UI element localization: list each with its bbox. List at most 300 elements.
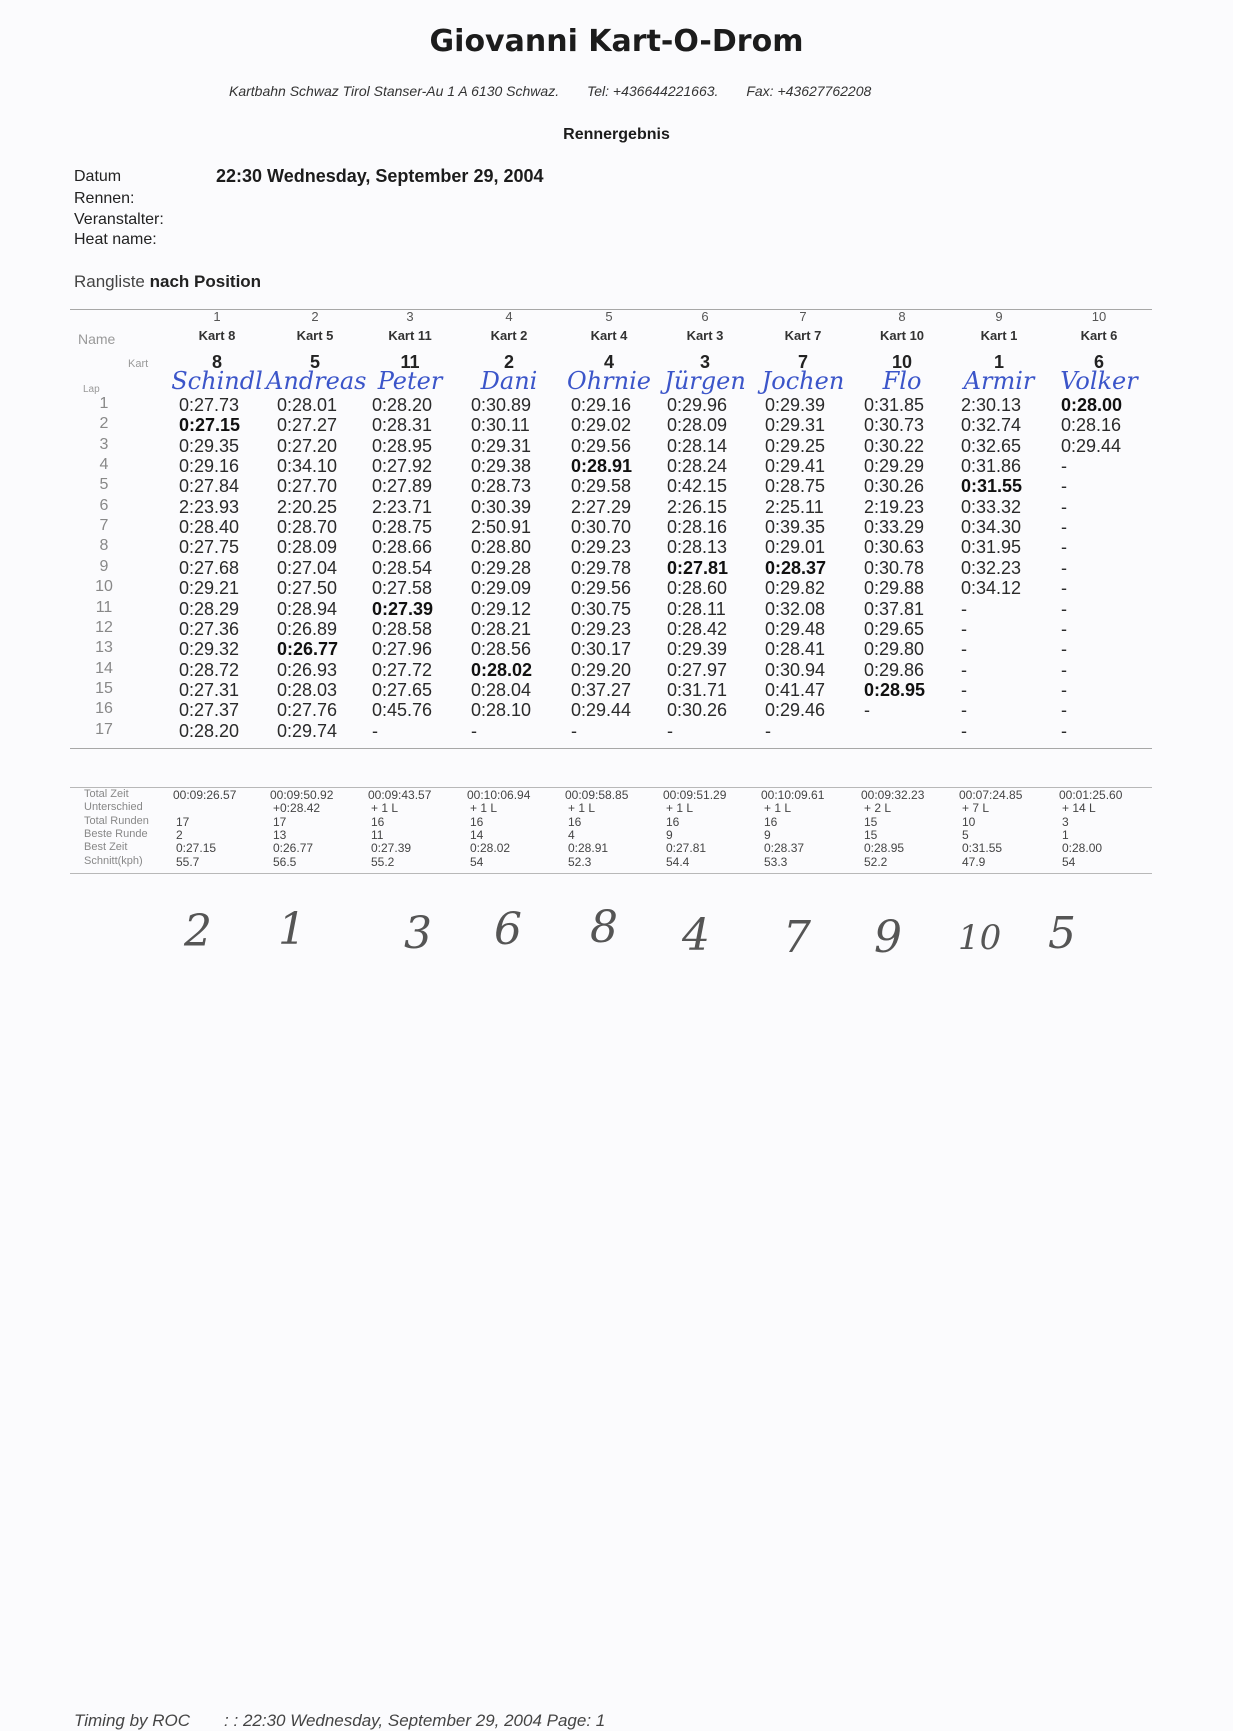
lap-number: 1 — [99, 395, 109, 412]
lap-time-cell: 0:30.17 — [571, 639, 632, 660]
lap-time-cell: 0:29.44 — [571, 700, 632, 721]
lap-time-cell: - — [1061, 700, 1067, 721]
summary-value: 52.2 — [864, 854, 888, 869]
lap-time-cell: 0:34.12 — [961, 578, 1022, 599]
position-number: 6 — [701, 309, 709, 324]
rennen-label: Rennen: — [74, 190, 135, 207]
lap-number: 5 — [99, 476, 109, 494]
lap-time-cell: 0:27.72 — [372, 659, 433, 680]
lap-time-cell: 0:29.65 — [864, 618, 925, 639]
lap-time-cell: 0:27.58 — [372, 578, 433, 599]
summary-bottom-rule — [70, 873, 1152, 874]
summary-row-label: Total Zeit — [84, 788, 129, 800]
kart-column — [754, 309, 852, 748]
lap-time-cell: 0:28.66 — [372, 537, 433, 558]
handwritten-rank: 2 — [184, 906, 212, 957]
lap-time-cell: - — [1061, 618, 1067, 639]
lap-time-cell: - — [961, 618, 967, 639]
summary-value: 0:28.02 — [470, 841, 511, 856]
lap-time-cell: 2:25.11 — [765, 496, 824, 517]
kart-number: 8 — [211, 352, 222, 372]
summary-row-label: Schnitt(kph) — [84, 854, 143, 867]
lap-number: 6 — [99, 496, 109, 514]
kart-number: 4 — [603, 352, 614, 372]
lap-number: 11 — [95, 598, 113, 616]
lap-time-cell: 0:28.24 — [667, 456, 728, 477]
driver-name-handwritten: Peter — [377, 367, 443, 395]
lap-time-cell: 0:29.31 — [471, 435, 532, 456]
lap-time-cell: 0:28.75 — [372, 517, 433, 538]
lap-time-cell: 2:23.93 — [179, 496, 240, 517]
lap-time-cell: 2:20.25 — [277, 496, 338, 517]
driver-name-handwritten: Flo — [882, 367, 922, 395]
fax: Fax: +43627762208 — [746, 83, 872, 99]
kart-label: Kart 3 — [686, 328, 724, 343]
lap-time-cell: 0:34.30 — [961, 517, 1022, 538]
summary-value: 16 — [371, 814, 385, 829]
lap-number: 8 — [99, 537, 109, 555]
lap-time-cell: - — [1061, 598, 1067, 619]
lap-time-cell: 0:28.37 — [765, 557, 827, 578]
lap-time-cell: 0:29.31 — [765, 415, 826, 436]
kart-column — [950, 309, 1048, 748]
lap-time-cell: 0:28.75 — [765, 476, 826, 497]
lap-number: 12 — [95, 618, 113, 636]
heat-name-label: Heat name: — [74, 231, 157, 248]
lap-time-cell: 0:30.73 — [864, 415, 925, 436]
lap-time-cell: 0:27.20 — [277, 435, 338, 456]
lap-time-cell: 0:29.88 — [864, 578, 925, 599]
kart-label: Kart 6 — [1080, 328, 1118, 343]
position-number: 3 — [406, 309, 414, 324]
lap-time-cell: 0:29.56 — [571, 578, 632, 599]
lap-time-cell: 0:29.82 — [765, 578, 826, 599]
lap-time-cell: 0:27.31 — [179, 679, 240, 700]
lap-time-cell: 0:29.25 — [765, 435, 826, 456]
kart-number: 2 — [503, 352, 514, 372]
lap-time-cell: 0:27.68 — [179, 557, 240, 578]
lap-time-cell: 0:27.96 — [372, 639, 433, 660]
summary-value: 0:28.91 — [568, 841, 609, 856]
lap-time-cell: 0:28.91 — [571, 456, 633, 477]
lap-time-cell: 0:32.08 — [765, 598, 826, 619]
lap-time-cell: 0:28.00 — [1061, 395, 1123, 415]
lap-time-cell: - — [961, 639, 967, 660]
summary-value: 11 — [371, 827, 384, 842]
kart-label: Kart 10 — [879, 328, 925, 343]
document-subtitle: Rennergebnis — [563, 126, 670, 143]
summary-value: 00:09:26.57 — [173, 788, 237, 802]
lap-time-cell: 0:28.42 — [667, 618, 728, 639]
summary-value: 00:09:51.29 — [663, 788, 727, 802]
summary-value: 15 — [864, 827, 878, 842]
lap-time-cell: 0:29.86 — [864, 659, 925, 680]
lap-time-cell: - — [864, 700, 870, 721]
lap-time-cell: 0:29.16 — [179, 456, 240, 477]
handwritten-rank: 8 — [590, 902, 618, 953]
summary-value: + 1 L — [371, 801, 399, 816]
lap-number: 17 — [95, 720, 113, 738]
lap-time-cell: 0:30.70 — [571, 517, 632, 538]
kart-column — [266, 309, 367, 748]
summary-row-label: Total Runden — [84, 814, 149, 827]
lap-time-cell: 0:29.74 — [277, 720, 338, 741]
lap-number: 16 — [95, 700, 113, 718]
summary-row-label: Best Zeit — [84, 841, 128, 854]
summary-value: 00:07:24.85 — [959, 788, 1023, 802]
lap-time-cell: - — [1061, 496, 1067, 517]
lap-number: 15 — [95, 679, 113, 697]
driver-name-handwritten: Andreas — [266, 367, 367, 395]
summary-value: 0:27.15 — [176, 841, 217, 856]
lap-number: 2 — [99, 415, 109, 433]
lap-time-cell: 0:29.28 — [471, 557, 532, 578]
handwritten-rank: 3 — [404, 908, 432, 959]
lap-time-cell: 0:30.63 — [864, 537, 925, 558]
lap-time-cell: 0:29.16 — [571, 395, 632, 415]
handwritten-rank: 6 — [494, 904, 522, 955]
lap-time-cell: 0:31.85 — [864, 395, 925, 415]
lap-time-cell: 0:29.32 — [179, 639, 240, 660]
driver-name-handwritten: Dani — [480, 367, 538, 395]
kart-label: Kart 5 — [296, 328, 334, 343]
lap-time-cell: 0:28.01 — [277, 395, 338, 415]
summary-value: 3 — [1062, 814, 1069, 829]
lap-time-cell: 0:29.02 — [571, 415, 632, 436]
handwritten-rank: 10 — [958, 918, 1002, 958]
lap-time-cell: 0:45.76 — [372, 700, 433, 721]
lap-time-cell: 0:28.10 — [471, 700, 532, 721]
ranking-suffix: nach Position — [149, 272, 262, 291]
lap-time-cell: 0:28.60 — [667, 578, 728, 599]
summary-value: 00:10:06.94 — [467, 788, 531, 802]
driver-name-handwritten: Armir — [963, 367, 1035, 395]
summary-value: 16 — [764, 814, 778, 829]
kart-column-label: Kart — [128, 358, 149, 370]
lap-time-cell: 0:28.09 — [667, 415, 728, 436]
position-number: 8 — [898, 309, 906, 324]
summary-value: 54.4 — [666, 854, 690, 869]
ranking-prefix: Rangliste — [74, 272, 145, 291]
summary-value: + 1 L — [764, 801, 792, 816]
telephone: Tel: +436644221663. — [586, 83, 719, 99]
summary-value: + 1 L — [470, 801, 498, 816]
lap-time-cell: 0:31.95 — [961, 537, 1022, 558]
summary-value: + 7 L — [962, 801, 990, 816]
summary-value: 9 — [764, 827, 771, 842]
lap-time-cell: 0:42.15 — [667, 476, 728, 497]
summary-value: 54 — [470, 854, 484, 869]
lap-time-cell: 0:29.39 — [765, 395, 826, 415]
lap-time-cell: 0:30.89 — [471, 395, 532, 415]
lap-time-cell: 0:28.95 — [372, 435, 433, 456]
lap-time-cell: 0:28.54 — [372, 557, 433, 578]
summary-value: 00:09:32.23 — [861, 788, 925, 802]
summary-value: +0:28.42 — [273, 801, 321, 816]
summary-value: 54 — [1062, 854, 1076, 869]
lap-time-cell: 0:26.93 — [277, 659, 338, 680]
summary-value: 1 — [1062, 827, 1069, 842]
summary-value: 14 — [470, 827, 484, 842]
summary-value: + 1 L — [666, 801, 694, 816]
driver-name-handwritten: Schindl — [171, 367, 263, 395]
lap-time-cell: 0:28.80 — [471, 537, 532, 558]
kart-label: Kart 4 — [590, 328, 628, 343]
lap-time-cell: 0:28.31 — [372, 415, 433, 436]
summary-value: 5 — [962, 827, 969, 842]
document-title: Giovanni Kart-O-Drom — [429, 24, 804, 59]
summary-value: 15 — [864, 814, 878, 829]
lap-time-cell: 0:28.21 — [471, 618, 532, 639]
lap-times-table — [70, 309, 1152, 748]
position-number: 7 — [799, 309, 807, 324]
lap-number: 9 — [99, 557, 109, 575]
handwritten-rank: 5 — [1048, 908, 1076, 959]
lap-time-cell: 2:30.13 — [961, 395, 1022, 415]
lap-time-cell: - — [372, 720, 378, 741]
summary-value: + 1 L — [568, 801, 596, 816]
lap-time-cell: - — [961, 679, 967, 700]
lap-number: 3 — [99, 435, 109, 453]
position-number: 10 — [1091, 309, 1107, 324]
lap-time-cell: - — [961, 659, 967, 680]
summary-value: 55.2 — [371, 854, 395, 869]
lap-time-cell: 0:27.04 — [277, 557, 338, 578]
lap-time-cell: 0:29.35 — [179, 435, 240, 456]
lap-time-cell: - — [1061, 659, 1067, 680]
summary-value: 00:09:43.57 — [368, 788, 432, 802]
lap-time-cell: 0:29.21 — [179, 578, 240, 599]
lap-time-cell: 0:28.11 — [667, 598, 726, 619]
lap-time-cell: 0:28.94 — [277, 598, 338, 619]
lap-time-cell: 0:27.97 — [667, 659, 728, 680]
summary-value: 0:26.77 — [273, 841, 314, 856]
lap-time-cell: 0:29.23 — [571, 618, 632, 639]
footer — [74, 1711, 605, 1731]
kart-column — [361, 309, 459, 748]
kart-column — [853, 309, 951, 748]
summary-value: 0:27.81 — [666, 841, 707, 856]
lap-number: 14 — [95, 659, 113, 677]
summary-value: 56.5 — [273, 854, 297, 869]
kart-label: Kart 11 — [388, 328, 432, 343]
lap-time-cell: 0:29.39 — [667, 639, 728, 660]
lap-time-cell: 0:29.23 — [571, 537, 632, 558]
lap-time-cell: 0:29.80 — [864, 639, 925, 660]
lap-time-cell: 0:30.22 — [864, 435, 925, 456]
lap-time-cell: 0:28.95 — [864, 679, 926, 700]
driver-name-handwritten: Volker — [1060, 367, 1138, 395]
lap-time-cell: 2:26.15 — [667, 496, 728, 517]
lap-time-cell: 0:33.29 — [864, 517, 925, 538]
summary-value: 47.9 — [962, 854, 986, 869]
lap-time-cell: 0:28.03 — [277, 679, 338, 700]
lap-time-cell: 0:30.94 — [765, 659, 826, 680]
kart-column — [1050, 309, 1148, 748]
ranking-heading — [74, 272, 261, 292]
summary-value: 16 — [568, 814, 582, 829]
lap-time-cell: - — [1061, 720, 1067, 741]
summary-value: 0:28.00 — [1062, 841, 1103, 856]
lap-time-cell: 0:29.56 — [571, 435, 632, 456]
lap-time-cell: 0:30.26 — [667, 700, 728, 721]
lap-time-cell: 0:28.40 — [179, 517, 240, 538]
lap-time-cell: 0:28.13 — [667, 537, 728, 558]
lap-time-cell: 0:28.04 — [471, 679, 532, 700]
lap-time-cell: 0:26.77 — [277, 639, 339, 660]
position-number: 9 — [995, 309, 1003, 324]
lap-time-cell: 0:28.02 — [471, 659, 533, 680]
summary-value: 0:27.39 — [371, 841, 412, 856]
handwritten-rank: 4 — [682, 910, 710, 961]
lap-time-cell: - — [1061, 476, 1067, 497]
handwritten-rank: 9 — [874, 912, 902, 963]
lap-time-cell: 0:27.39 — [372, 598, 434, 619]
lap-time-cell: 2:19.23 — [864, 496, 925, 517]
lap-time-cell: 0:29.38 — [471, 456, 532, 477]
lap-time-cell: 0:29.44 — [1061, 435, 1122, 456]
lap-time-cell: 0:29.41 — [765, 456, 826, 477]
kart-label: Kart 2 — [490, 328, 528, 343]
lap-time-cell: 0:28.20 — [372, 395, 433, 415]
summary-value: 16 — [666, 814, 680, 829]
kart-number: 3 — [699, 352, 710, 372]
summary-value: 16 — [470, 814, 484, 829]
position-number: 5 — [605, 309, 613, 324]
summary-value: 10 — [962, 814, 976, 829]
lap-time-cell: 0:34.10 — [277, 456, 338, 477]
lap-time-cell: 0:29.29 — [864, 456, 925, 477]
lap-time-cell: 0:27.89 — [372, 476, 433, 497]
kart-label: Kart 1 — [980, 328, 1018, 343]
lap-time-cell: 0:28.70 — [277, 517, 338, 538]
summary-value: 52.3 — [568, 854, 592, 869]
lap-time-cell: 0:29.01 — [765, 537, 826, 558]
lap-time-cell: 0:28.58 — [372, 618, 433, 639]
lap-time-cell: - — [1061, 537, 1067, 558]
lap-time-cell: 0:29.12 — [471, 598, 532, 619]
table-bottom-rule — [70, 748, 1152, 749]
lap-time-cell: 0:32.23 — [961, 557, 1022, 578]
lap-time-cell: 0:28.14 — [667, 435, 728, 456]
lap-number: 10 — [95, 578, 113, 596]
lap-time-cell: 0:27.92 — [372, 456, 433, 477]
lap-number: 13 — [95, 639, 113, 657]
kart-number: 11 — [400, 352, 420, 372]
lap-time-cell: 0:30.78 — [864, 557, 925, 578]
summary-value: 0:28.37 — [764, 841, 805, 856]
lap-time-cell: 0:27.37 — [179, 700, 240, 721]
lap-time-cell: - — [1061, 578, 1067, 599]
datum-label: Datum — [74, 168, 122, 185]
lap-time-cell: 0:27.50 — [277, 578, 338, 599]
lap-number: 7 — [99, 517, 109, 535]
summary-row-label: Unterschied — [84, 801, 143, 814]
lap-time-cell: 0:29.58 — [571, 476, 632, 497]
lap-number: 4 — [99, 456, 109, 474]
summary-value: 17 — [176, 814, 190, 829]
kart-label: Kart 8 — [198, 328, 236, 343]
lap-time-cell: 0:32.65 — [961, 435, 1022, 456]
summary-value: 0:31.55 — [962, 841, 1003, 856]
name-column-label: Name — [78, 331, 116, 347]
lap-time-cell: - — [1061, 557, 1067, 578]
lap-time-cell: 0:28.20 — [179, 720, 240, 741]
lap-time-cell: 0:31.71 — [667, 679, 728, 700]
lap-time-cell: - — [1061, 456, 1067, 477]
summary-row-label: Beste Runde — [84, 827, 148, 840]
lap-time-cell: 0:29.78 — [571, 557, 632, 578]
position-number: 4 — [505, 309, 513, 324]
summary-value: 00:09:50.92 — [270, 788, 334, 802]
lap-time-cell: 0:30.11 — [471, 415, 530, 436]
summary-value: 00:09:58.85 — [565, 788, 629, 802]
lap-time-cell: - — [1061, 679, 1067, 700]
lap-time-cell: 0:29.09 — [471, 578, 532, 599]
summary-value: + 2 L — [864, 801, 892, 816]
lap-time-cell: 0:29.46 — [765, 700, 826, 721]
lap-time-cell: 0:27.81 — [667, 557, 729, 578]
lap-time-cell: 0:28.29 — [179, 598, 240, 619]
lap-time-cell: 0:28.56 — [471, 639, 532, 660]
kart-column — [460, 309, 558, 748]
kart-number: 6 — [1093, 352, 1104, 372]
kart-column — [656, 309, 754, 748]
kart-number: 7 — [797, 352, 808, 372]
lap-time-cell: 0:27.73 — [179, 395, 240, 415]
summary-value: 4 — [568, 827, 575, 842]
lap-time-cell: 0:30.39 — [471, 496, 532, 517]
lap-time-cell: 0:26.89 — [277, 618, 338, 639]
kart-column — [168, 309, 266, 748]
summary-value: 53.3 — [764, 854, 788, 869]
address-line — [229, 83, 895, 99]
kart-column — [560, 309, 658, 748]
summary-value: + 14 L — [1062, 801, 1096, 816]
lap-time-cell: 0:41.47 — [765, 679, 826, 700]
lap-time-cell: 0:27.76 — [277, 700, 338, 721]
lap-time-cell: 0:37.27 — [571, 679, 632, 700]
lap-time-cell: 0:27.15 — [179, 415, 241, 436]
kart-number: 1 — [993, 352, 1004, 372]
lap-time-cell: 0:39.35 — [765, 517, 826, 538]
lap-column-label: Lap — [83, 384, 100, 395]
lap-time-cell: 0:31.55 — [961, 476, 1023, 497]
veranstalter-label: Veranstalter: — [74, 211, 164, 228]
summary-value: 2 — [176, 827, 183, 842]
driver-name-handwritten: Jochen — [761, 367, 845, 395]
lap-time-cell: 2:50.91 — [471, 517, 532, 538]
lap-time-cell: - — [471, 720, 477, 741]
lap-time-cell: 0:28.73 — [471, 476, 532, 497]
summary-value: 9 — [666, 827, 673, 842]
lap-time-cell: 0:29.96 — [667, 395, 728, 415]
lap-time-cell: - — [961, 598, 967, 619]
lap-time-cell: 0:28.72 — [179, 659, 240, 680]
kart-number: 5 — [309, 352, 320, 372]
handwritten-rank: 7 — [783, 912, 811, 963]
driver-name-handwritten: Ohrnie — [567, 367, 651, 395]
lap-time-cell: - — [1061, 517, 1067, 538]
position-number: 1 — [213, 309, 221, 324]
lap-time-cell: - — [961, 700, 967, 721]
lap-time-cell: 0:29.20 — [571, 659, 632, 680]
summary-value: 00:10:09.61 — [761, 788, 825, 802]
lap-time-cell: - — [765, 720, 771, 741]
lap-time-cell: 0:30.26 — [864, 476, 925, 497]
summary-value: 17 — [273, 814, 287, 829]
datum-value: 22:30 Wednesday, September 29, 2004 — [216, 166, 544, 186]
